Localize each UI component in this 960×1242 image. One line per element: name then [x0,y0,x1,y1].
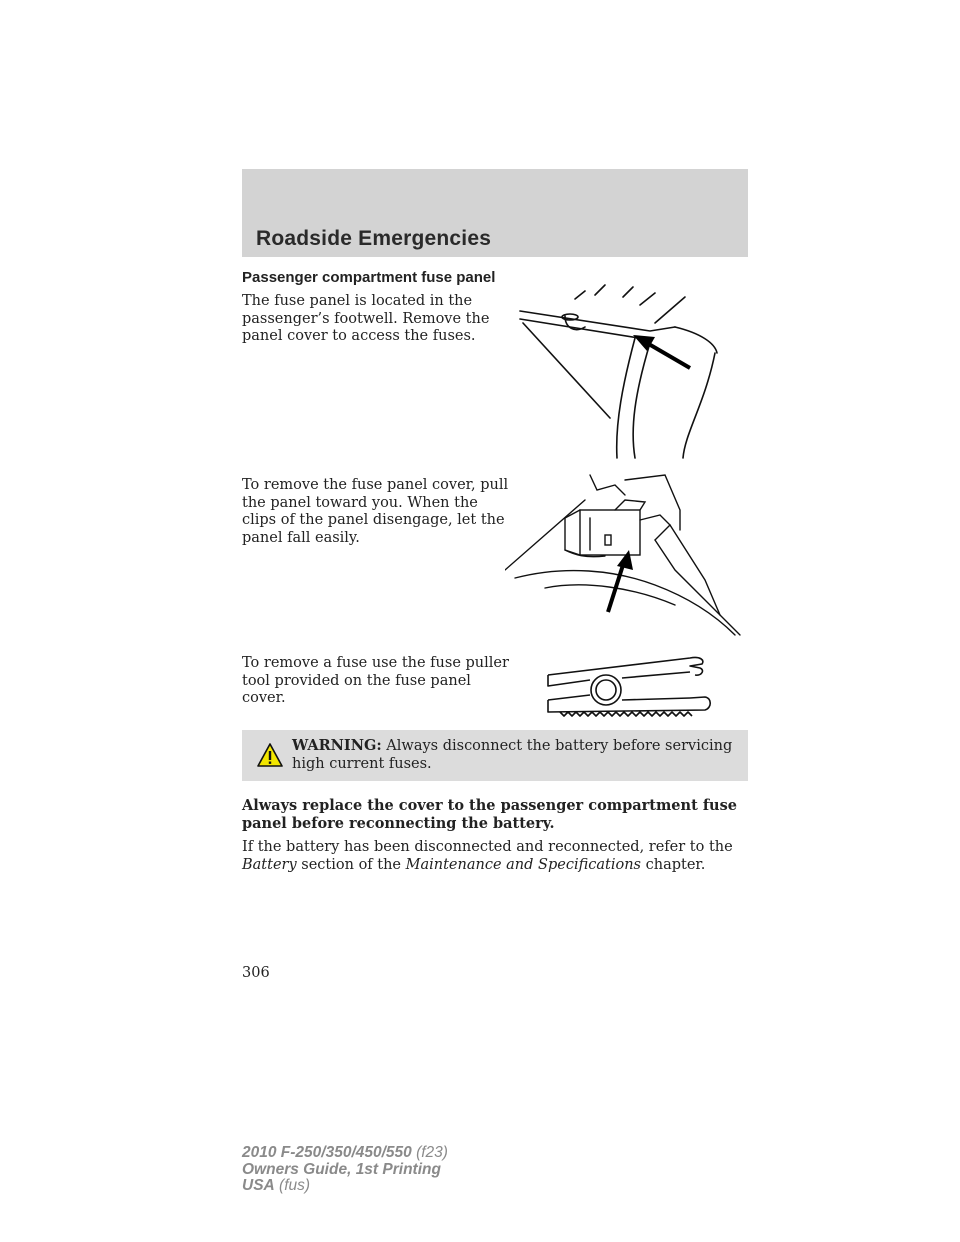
location-paragraph: The fuse panel is located in the passenger’s footwell. Remove the panel cover to access the fuses. [242,293,490,344]
remove-fuse-paragraph: To remove a fuse use the fuse puller tool provided on the fuse panel cover. [242,655,509,706]
maintenance-chapter-reference: Maintenance and Specifications [405,856,641,873]
chapter-title: Roadside Emergencies [256,227,492,250]
reference-middle: section of the [296,856,406,873]
warning-box [242,730,748,781]
warning-triangle-icon [256,742,284,768]
pointer-arrow [633,335,690,368]
warning-text [292,737,740,773]
cover-replacement-note: Always replace the cover to the passenger compartment fuse panel before reconnecting the battery. [242,797,737,832]
fuse-panel-cover-illustration [505,470,745,640]
section-heading: Passenger compartment fuse panel [242,269,496,286]
battery-reference-paragraph [242,839,748,874]
battery-section-reference: Battery [242,856,297,873]
reference-prefix: If the battery has been disconnected and reconnected, refer to the [242,839,733,855]
warning-message: Always disconnect the battery before servicing high current fuses. [292,738,733,772]
remove-cover-paragraph: To remove the fuse panel cover, pull the panel toward you. When the clips of the panel disengage, let the panel fall easily. [242,477,509,546]
reference-suffix: chapter. [641,856,706,873]
footwell-fuse-panel-illustration [505,283,745,463]
chapter-header [242,169,748,257]
footer-region-line: USA (fus) [242,1177,311,1194]
document-footer [242,1145,448,1195]
footer-model-line: 2010 F-250/350/450/550 (f23) [242,1144,448,1161]
pointer-arrow [608,550,633,612]
warning-label: WARNING: [292,737,382,754]
fuse-puller-tool-illustration [540,650,720,725]
page-number: 306 [242,965,270,981]
footer-edition-line: Owners Guide, 1st Printing [242,1160,441,1178]
